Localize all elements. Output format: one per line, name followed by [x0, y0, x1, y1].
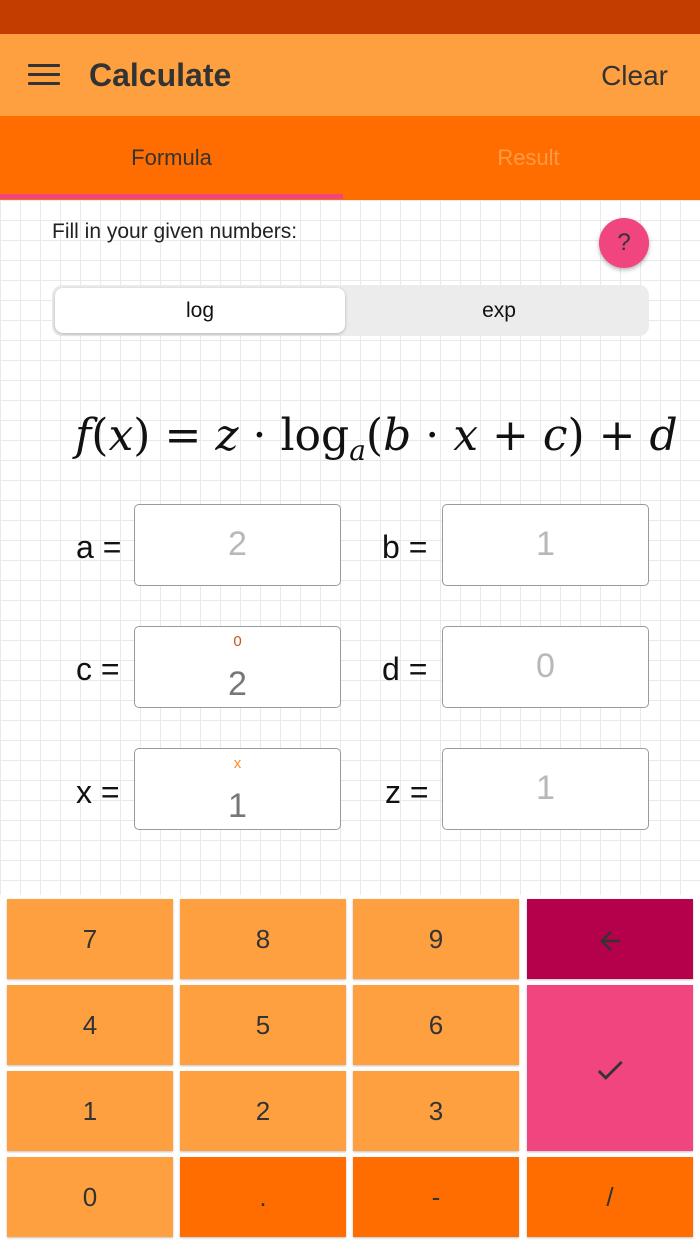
input-z[interactable] — [442, 748, 649, 830]
label-z: z = — [385, 774, 429, 810]
clear-button[interactable]: Clear — [601, 60, 668, 91]
segment-log[interactable]: log — [55, 288, 345, 333]
input-x-hint: x — [233, 755, 242, 772]
input-d-placeholder: 0 — [536, 647, 555, 685]
input-z-placeholder: 1 — [536, 769, 555, 807]
app-bar — [0, 34, 700, 116]
confirm-key[interactable] — [527, 985, 693, 1151]
arrow-left-icon — [595, 926, 625, 956]
check-icon — [593, 1053, 627, 1087]
input-x[interactable] — [134, 748, 341, 830]
function-type-switch — [52, 285, 649, 336]
input-b[interactable] — [442, 504, 649, 586]
numeric-keypad — [0, 895, 700, 1244]
key-2[interactable]: 2 — [180, 1071, 346, 1151]
key-1[interactable]: 1 — [7, 1071, 173, 1151]
key-fraction[interactable]: / — [527, 1157, 693, 1237]
key-minus[interactable]: - — [353, 1157, 519, 1237]
input-c-hint: 0 — [233, 633, 242, 650]
active-tab-indicator — [0, 194, 343, 199]
input-x-value: 1 — [228, 787, 247, 825]
input-a-placeholder: 2 — [228, 525, 247, 563]
key-6[interactable]: 6 — [353, 985, 519, 1065]
key-7[interactable]: 7 — [7, 899, 173, 979]
key-9[interactable]: 9 — [353, 899, 519, 979]
tab-bar — [0, 116, 700, 200]
key-5[interactable]: 5 — [180, 985, 346, 1065]
instructions-text: Fill in your given numbers: — [52, 220, 298, 243]
formula-panel — [0, 200, 700, 895]
key-3[interactable]: 3 — [353, 1071, 519, 1151]
backspace-key[interactable] — [527, 899, 693, 979]
label-d: d = — [382, 651, 428, 687]
key-0[interactable]: 0 — [7, 1157, 173, 1237]
key-decimal[interactable]: . — [180, 1157, 346, 1237]
label-b: b = — [382, 529, 428, 565]
menu-icon[interactable] — [28, 64, 60, 86]
input-c[interactable] — [134, 626, 341, 708]
tab-result[interactable]: Result — [497, 145, 560, 170]
status-bar — [0, 0, 700, 34]
help-button[interactable]: ? — [599, 218, 649, 268]
input-b-placeholder: 1 — [536, 525, 555, 563]
page-title: Calculate — [89, 57, 232, 93]
label-c: c = — [76, 651, 120, 687]
key-8[interactable]: 8 — [180, 899, 346, 979]
formula-display: $f(x) = z \cdot \log_a(b \cdot x + c) + d$ — [75, 410, 678, 467]
label-x: x = — [76, 774, 120, 810]
key-4[interactable]: 4 — [7, 985, 173, 1065]
input-a[interactable] — [134, 504, 341, 586]
label-a: a = — [76, 529, 122, 565]
input-d[interactable] — [442, 626, 649, 708]
segment-exp[interactable]: exp — [482, 299, 516, 322]
tab-formula[interactable]: Formula — [131, 145, 212, 170]
input-c-value: 2 — [228, 665, 247, 703]
